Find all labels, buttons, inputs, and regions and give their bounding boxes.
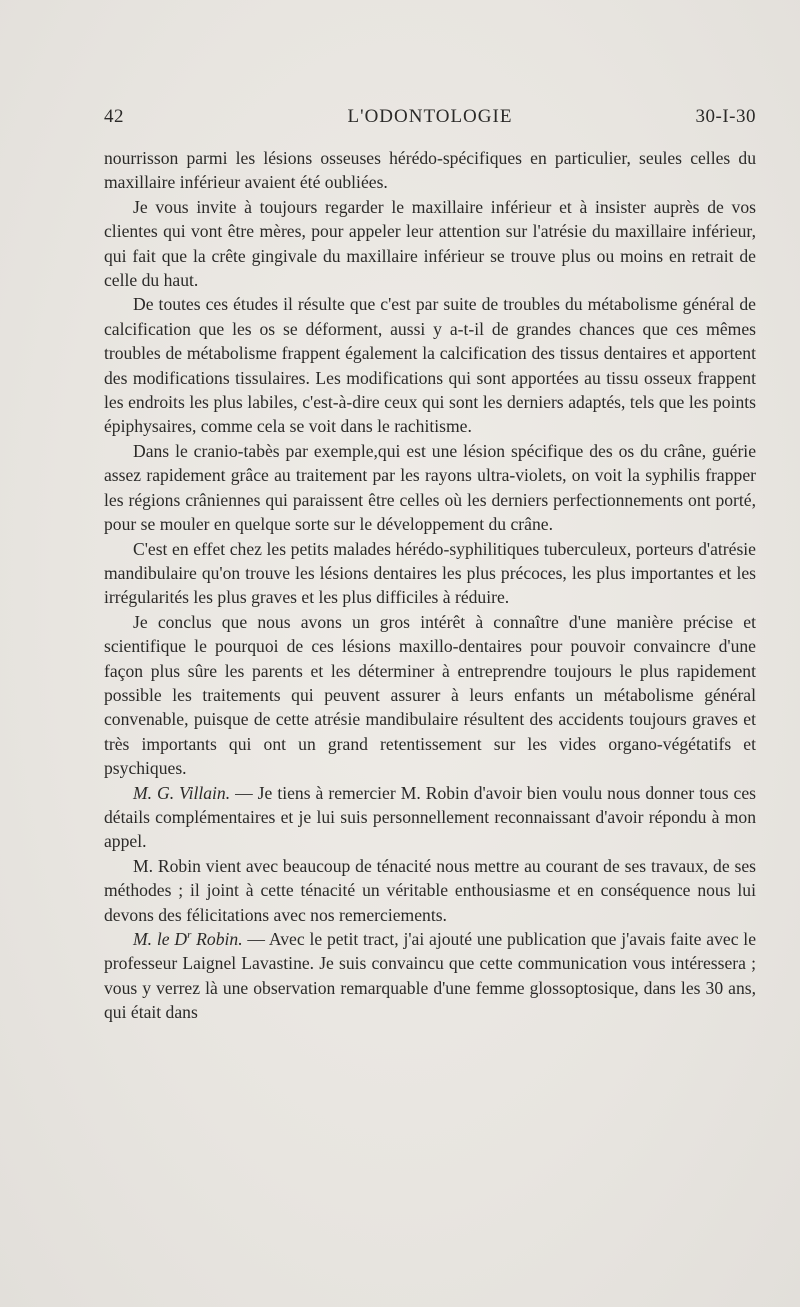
running-header bbox=[104, 106, 756, 136]
paragraph: M. Robin vient avec beaucoup de ténacité nous mettre au courant de ses travaux, de ses méthodes ; il joint à cette ténacité un véritable enthousiasme et en conséquence nous lui devons des félicitations avec nos remerciements. bbox=[104, 855, 756, 925]
paragraph: C'est en effet chez les petits malades hérédo-syphilitiques tuberculeux, porteurs d'atrésie mandibulaire qu'on trouve les lésions dentaires les plus précoces, les plus importantes et les irrégularités les plus graves et les plus difficiles à réduire. bbox=[104, 538, 756, 608]
speaker-name: M. G. Villain. bbox=[133, 782, 231, 803]
body-text bbox=[104, 146, 756, 1025]
paragraph: De toutes ces études il résulte que c'est par suite de troubles du métabolisme général de calcification que les os se déforment, aussi y a-t-il de grandes chances que ces mêmes troubles de métabolisme frappent également la calcification des tissus dentaires et apportent des modifications tissulaires. Les modifications qui sont apportées au tissu osseux frappent les endroits les plus labiles, c'est-à-dire ceux qui sont les derniers adaptés, tels que les points épiphysaires, comme cela se voit dans le rachitisme. bbox=[104, 294, 756, 437]
speaker-prefix: M. le D bbox=[133, 929, 188, 949]
speech-text: — Je tiens à remercier M. Robin d'avoir bien voulu nous donner tous ces détails complémentaires et je lui suis personnellement reconnaissant d'avoir répondu à mon appel. bbox=[104, 782, 756, 852]
journal-title: L'ODONTOLOGIE bbox=[347, 106, 513, 127]
paragraph: nourrisson parmi les lésions osseuses hérédo-spécifiques en particulier, seules celles du maxillaire inférieur avaient été oubliées. bbox=[104, 148, 756, 193]
paragraph: Je conclus que nous avons un gros intérêt à connaître d'une manière précise et scientifique le pourquoi de ces lésions maxillo-dentaires pour pouvoir convaincre d'une façon plus sûre les parents et les déterminer à entreprendre toujours le plus rapidement possible les traitements qui peuvent assurer à leurs enfants un métabolisme général convenable, puisque de cette atrésie mandibulaire résultent des accidents toujours graves et très importants qui ont un grand retentissement sur les vides organo-végétatifs et psychiques. bbox=[104, 611, 756, 779]
page-number: 42 bbox=[104, 106, 124, 127]
issue-date: 30-I-30 bbox=[695, 106, 756, 127]
paragraph bbox=[104, 781, 756, 854]
speaker-superscript: r bbox=[187, 929, 192, 942]
speaker-suffix: Robin. bbox=[191, 929, 243, 949]
paragraph: Je vous invite à toujours regarder le maxillaire inférieur et à insister auprès de vos clientes qui vont être mères, pour appeler leur attention sur l'atrésie du maxillaire inférieur, qui fait que la crête gingivale du maxillaire inférieur se trouve plus ou moins en retrait de celle du haut. bbox=[104, 196, 756, 291]
paragraph: Dans le cranio-tabès par exemple,qui est une lésion spécifique des os du crâne, guérie assez rapidement grâce au traitement par les rayons ultra-violets, on voit la syphilis frapper les régions crâniennes qui paraissent être celles où les derniers perfectionnements ont porté, pour se mouler en quelque sorte sur le développement du crâne. bbox=[104, 440, 756, 535]
speech-text: — Avec le petit tract, j'ai ajouté une publication que j'avais faite avec le professeur Laignel Lavastine. Je suis convaincu que cette communication vous intéressera ; vous y verrez là une observation remarquable d'une femme glossoptosique, dans les 30 ans, qui était dans bbox=[104, 929, 756, 1023]
speaker-name bbox=[133, 929, 243, 949]
paragraph bbox=[104, 927, 756, 1025]
